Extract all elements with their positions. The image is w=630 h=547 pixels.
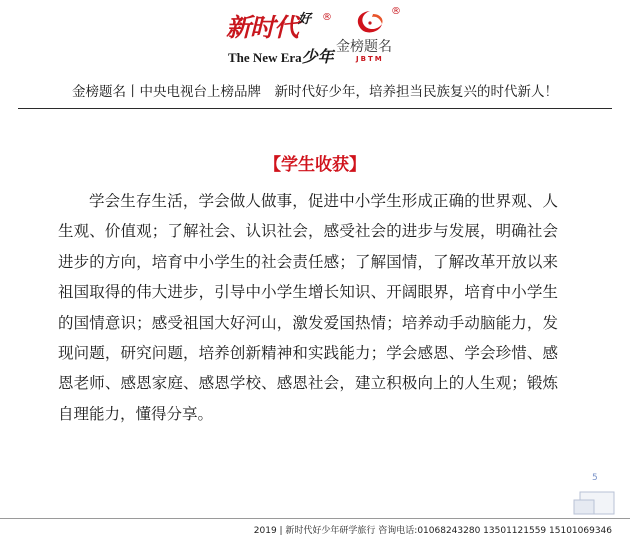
page-header bbox=[0, 0, 630, 100]
page-number: 5 bbox=[592, 473, 598, 483]
new-era-logo bbox=[226, 8, 334, 66]
jinbang-swirl-icon bbox=[350, 8, 390, 38]
jinbang-logo bbox=[336, 6, 412, 70]
registered-mark: ® bbox=[391, 6, 401, 17]
jinbang-logo-en: JBTM bbox=[356, 55, 384, 63]
page-corner-decoration bbox=[572, 490, 616, 516]
section-body: 学会生存生活，学会做人做事，促进中小学生形成正确的世界观、人生观、价值观；了解社会、认识社会，感受社会的进步与发展，明确社会进步的方向，培育中小学生的社会责任感；了解国情，了解改革开放以来祖国取得的伟大进步，引导中小学生增长知识、开阔眼界，培育中小学生的国情意识；感受祖国大好河山，激发爱国热情；培养动手动脑能力，发现问题，研究问题，培养创新精神和实践能力；学会感恩、学会珍惜、感恩老师、感恩家庭、感恩学校、感恩社会，建立积极向上的人生观；锻炼自理能力，懂得分享。 bbox=[58, 192, 558, 423]
page-footer: 2019 | 新时代好少年研学旅行 咨询电话:01068243280 13501121559 15101069346 bbox=[253, 526, 612, 536]
section-title: 【学生收获】 bbox=[264, 155, 366, 175]
header-tagline: 金榜题名丨中央电视台上榜品牌 新时代好少年，培养担当民族复兴的时代新人！ bbox=[72, 84, 558, 100]
new-era-logo-cn: 新时代$^好$ bbox=[226, 12, 311, 42]
new-era-logo-en: The New Era少年 bbox=[228, 49, 334, 66]
footer-divider bbox=[0, 518, 630, 519]
registered-mark: ® bbox=[322, 12, 332, 23]
header-divider bbox=[18, 108, 612, 109]
jinbang-logo-cn: 金榜题名 bbox=[336, 39, 392, 55]
